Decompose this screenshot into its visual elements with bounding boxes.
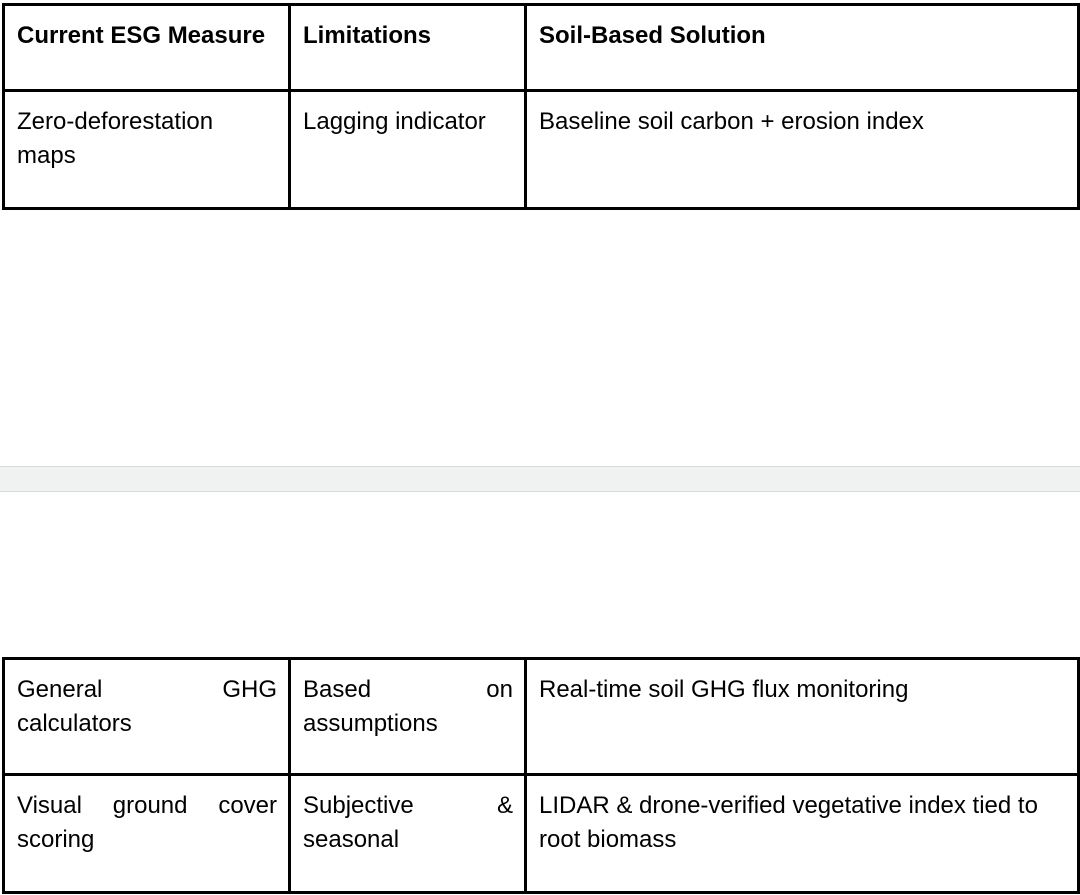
table-cell: Zero-deforestation maps	[4, 91, 290, 209]
header-limitations: Limitations	[290, 5, 526, 91]
table-cell: Subjective & seasonal	[290, 775, 526, 893]
header-current-esg-measure: Current ESG Measure	[4, 5, 290, 91]
table-row	[4, 775, 1079, 893]
table-header-row	[4, 5, 1079, 91]
table-row	[4, 659, 1079, 775]
table-cell: Baseline soil carbon + erosion index	[526, 91, 1079, 209]
table-cell: Real-time soil GHG flux monitoring	[526, 659, 1079, 775]
header-soil-based-solution: Soil-Based Solution	[526, 5, 1079, 91]
page-break-separator	[0, 466, 1080, 492]
table-cell: Visual ground cover scoring	[4, 775, 290, 893]
table-row	[4, 91, 1079, 209]
comparison-table-top	[2, 3, 1080, 210]
table-cell: Based on assumptions	[290, 659, 526, 775]
table-cell: LIDAR & drone-verified vegetative index tied to root biomass	[526, 775, 1079, 893]
comparison-table-bottom	[2, 657, 1080, 894]
table-cell: General GHG calculators	[4, 659, 290, 775]
table-cell: Lagging indicator	[290, 91, 526, 209]
